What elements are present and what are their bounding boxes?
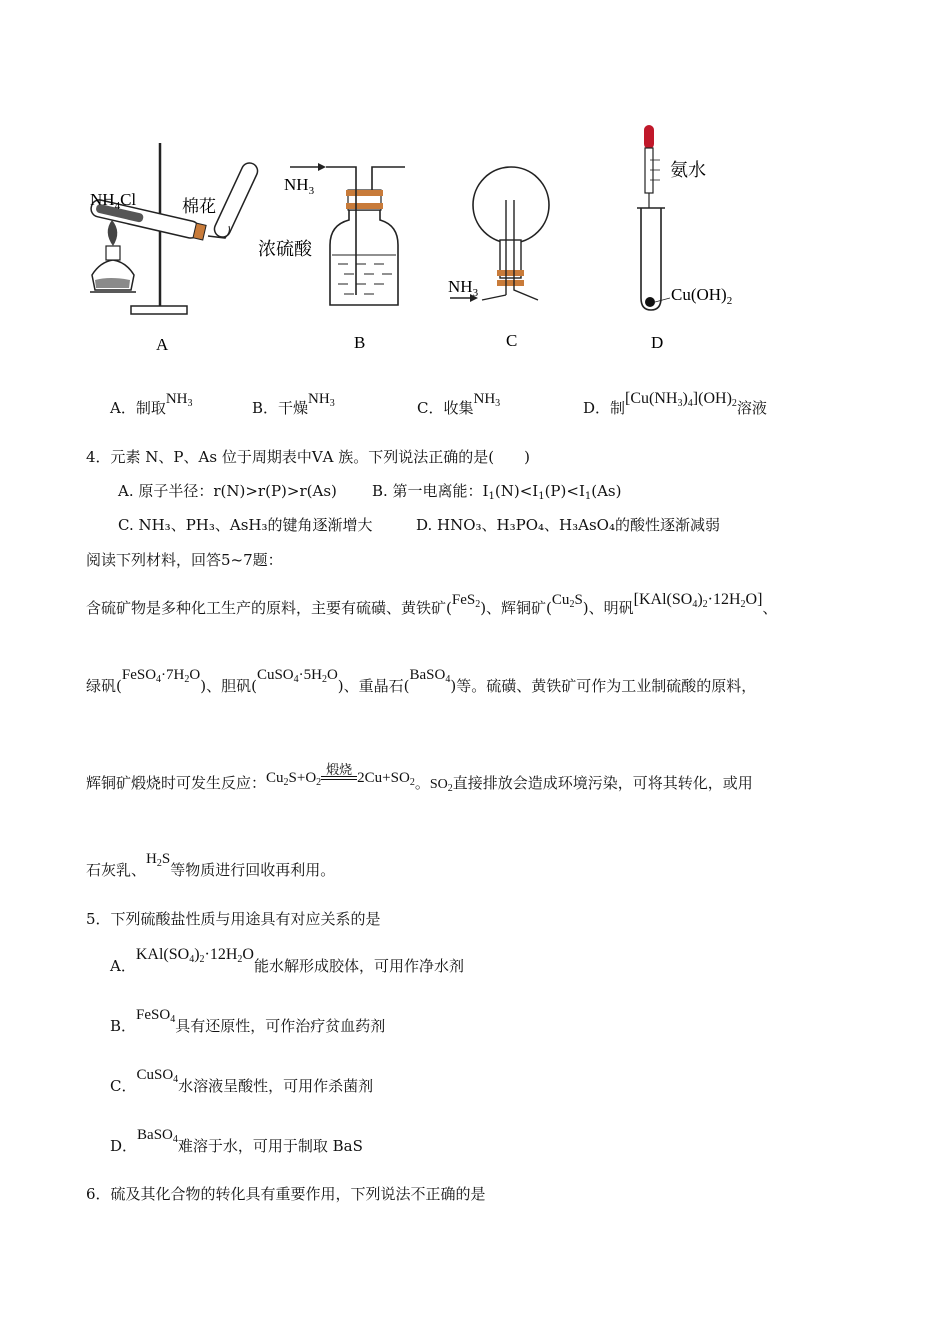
figure-label-d: D: [651, 333, 664, 352]
q6-stem: 6．硫及其化合物的转化具有重要作用，下列说法不正确的是: [86, 1185, 486, 1203]
q4-option-b[interactable]: B. 第一电离能：$I_1(N)<I_1(P)<I_1(As)$: [372, 482, 622, 502]
apparatus-b: [258, 163, 405, 352]
apparatus-d: [637, 125, 732, 352]
q4-option-d[interactable]: D. HNO₃、H₃PO₄、H₃AsO₄的酸性逐渐减弱: [416, 516, 720, 534]
q5-option-a[interactable]: A．$KAl(SO_4)_2\cdot 12H_2O$能水解形成胶体，可用作净水剂: [110, 946, 464, 975]
label-cuoh2: $Cu(OH)_2$: [671, 285, 733, 307]
formula-nh3: $NH_3$: [473, 391, 501, 409]
reading-paragraph-line4: 石灰乳、$H_2S$等物质进行回收再利用。: [86, 851, 336, 879]
formula-copper-complex: $[Cu(NH_3)_4](OH)_2$: [625, 390, 737, 409]
apparatus-c: [448, 167, 549, 350]
option-text: B．干燥: [252, 399, 309, 417]
label-nh3-b: $NH_3$: [284, 175, 315, 197]
option-suffix: 溶液: [736, 399, 767, 417]
option-text: D．制: [583, 399, 626, 417]
label-nh4cl: $NH_4Cl$: [90, 190, 137, 212]
reading-intro: 阅读下列材料，回答5~7题：: [86, 551, 283, 569]
q3-option-c[interactable]: [417, 391, 501, 424]
apparatus-a: [90, 143, 261, 354]
q5-option-d[interactable]: D．BaSO$_4$难溶于水，可用于制取 BaS: [110, 1127, 363, 1155]
q5-stem: 5．下列硫酸盐性质与用途具有对应关系的是: [86, 910, 381, 928]
figure-label-a: A: [156, 335, 169, 354]
reading-paragraph-line3: 辉铜矿煅烧时可发生反应：$Cu_2S+O_2$ 煅烧 $2Cu+SO_2$。$SO_2$直接排放会造成环境污染，可将其转化，或用: [86, 762, 753, 794]
reaction-equation: $Cu_2S+O_2$ 煅烧 $2Cu+SO_2$: [266, 762, 415, 788]
figure-label-b: B: [354, 333, 366, 352]
q4-option-a[interactable]: A. 原子半径：r(N)>r(P)>r(As): [118, 482, 337, 500]
label-nh3-c: $NH_3$: [448, 277, 479, 299]
option-text: C．收集: [417, 399, 474, 417]
q3-option-b[interactable]: [252, 391, 335, 424]
q4-option-c[interactable]: C. NH₃、PH₃、AsH₃的键角逐渐增大: [118, 516, 373, 534]
formula-nh3: $NH_3$: [165, 391, 193, 409]
option-text: A．制取: [110, 399, 166, 417]
label-ammonia-water: 氨水: [670, 160, 706, 180]
q3-option-d[interactable]: [583, 390, 767, 424]
q5-option-c[interactable]: C．CuSO$_4$水溶液呈酸性，可用作杀菌剂: [110, 1067, 374, 1095]
q3-option-a[interactable]: [110, 391, 193, 424]
reading-paragraph-line2: 绿矾$(FeSO_4\cdot 7H_2O)$、胆矾$(CuSO_4\cdot 5H_2O)$、重晶石(BaSO$_4$)等。硫磺、黄铁矿可作为工业制硫酸的原料，: [86, 667, 757, 695]
formula-nh3: $NH_3$: [308, 391, 335, 409]
reading-paragraph-line1: 含硫矿物是多种化工生产的原料，主要有硫磺、黄铁矿(FeS$_2$)、辉铜矿$(Cu_2S)$、明矾$[KAl(SO_4)_2\cdot 12H_2O]$、: [86, 591, 778, 617]
label-conc-sulfuric-acid: 浓硫酸: [258, 239, 312, 259]
apparatus-figure: [0, 110, 950, 360]
q5-option-b[interactable]: B．FeSO$_4$具有还原性，可作治疗贫血药剂: [110, 1007, 386, 1035]
label-cotton: 棉花: [182, 197, 216, 216]
q4-stem: 4．元素 N、P、As 位于周期表中ⅤA 族。下列说法正确的是( ): [86, 448, 530, 466]
figure-label-c: C: [506, 331, 518, 350]
